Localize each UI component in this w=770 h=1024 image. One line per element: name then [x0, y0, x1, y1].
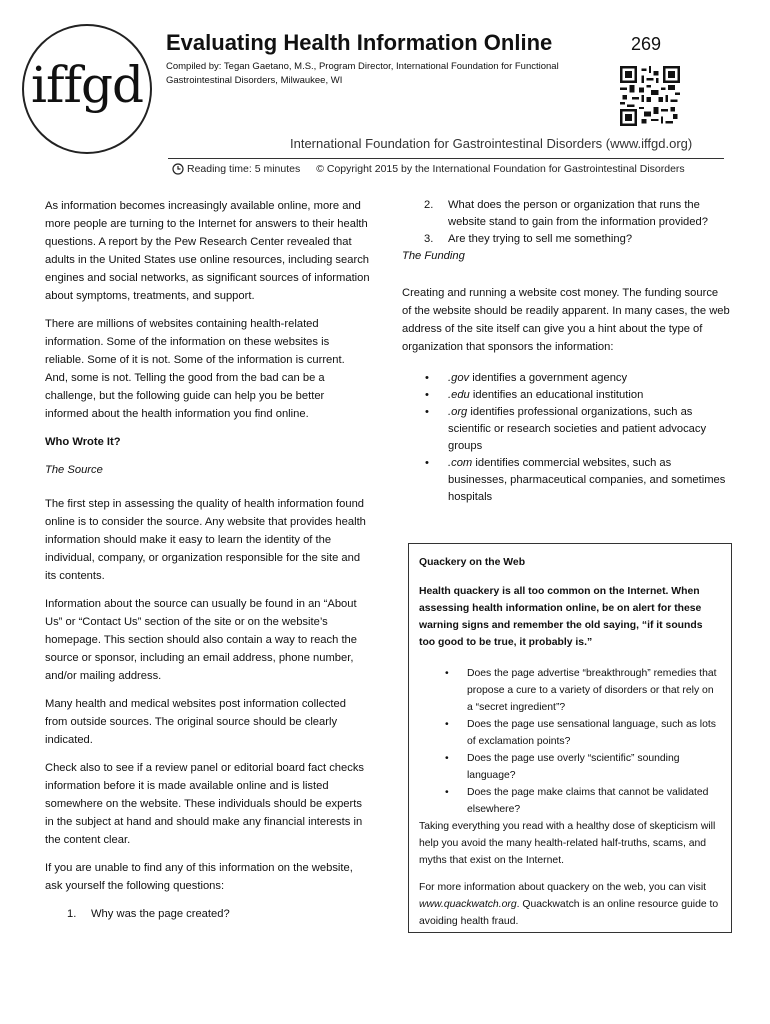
document-title: Evaluating Health Information Online [166, 30, 553, 55]
list-text: Are they trying to sell me something? [448, 233, 633, 245]
list-item [402, 197, 730, 231]
list-item [419, 784, 721, 818]
who-wrote-heading: Who Wrote It? [45, 436, 121, 448]
logo-text: iffgd [30, 56, 144, 114]
intro-paragraph-2: There are millions of websites containing health-related information. Some of the information on these websites is reliable. Some of it is not. Some of the information is current. And, some is not. Telling the good from the bad can be a challenge, but the following guide can help you be better informed about the health information you find online. [45, 318, 345, 420]
more-info-paragraph [419, 879, 721, 930]
domain-desc: identifies an educational institution [469, 389, 644, 401]
list-number: 1. [67, 908, 77, 920]
list-item [45, 905, 370, 923]
questions-list-right [402, 197, 730, 248]
bullet: • [425, 457, 429, 469]
source-paragraph-5: If you are unable to find any of this information on the website, ask yourself the following questions: [45, 862, 353, 892]
list-item [419, 665, 721, 716]
domain-ext: .gov [448, 372, 470, 384]
bullet: • [445, 753, 449, 764]
quackery-intro: Health quackery is all too common on the Internet. When assessing health information online, be on alert for these warning signs and remember the old saying, “if it sounds too good to be true, it probably is.” [419, 586, 703, 648]
list-item [402, 455, 730, 506]
more-info-post: . Quackwatch is an online resource guide to avoiding health fraud. [419, 899, 719, 927]
domain-desc: identifies a government agency [469, 372, 628, 384]
funding-subheading: The Funding [402, 250, 465, 262]
source-subheading: The Source [45, 464, 103, 476]
bullet: • [445, 719, 449, 730]
warning-signs-list [419, 665, 721, 818]
iffgd-logo [22, 24, 152, 154]
list-item [419, 716, 721, 750]
list-item [402, 370, 730, 387]
skepticism-paragraph: Taking everything you read with a healthy dose of skepticism will help you avoid the many health-related half-truths, scams, and myths that exist on the Internet. [419, 821, 716, 866]
list-text: Why was the page created? [91, 908, 230, 920]
list-text: Does the page make claims that cannot be validated elsewhere? [467, 787, 709, 815]
source-paragraph-4: Check also to see if a review panel or editorial board fact checks information before it is made available online and is listed somewhere on the website. These individuals should be experts in the subject at hand and should make any financial interests in the content clear. [45, 762, 365, 846]
domain-desc: identifies professional organizations, such as scientific or research societies and patient advocacy groups [448, 406, 707, 452]
intro-paragraph-1: As information becomes increasingly available online, more and more people are turning to the Internet for answers to their health questions. A report by the Pew Research Center revealed that adults in the United States use online resources, including search engines and social networks, as significant sources of information about symptoms, treatments, and support. [45, 200, 370, 302]
list-number: 2. [424, 199, 434, 211]
clock-icon [172, 163, 184, 175]
list-item [419, 750, 721, 784]
list-text: Does the page use overly “scientific” sounding language? [467, 753, 680, 781]
bullet: • [445, 668, 449, 679]
quackwatch-link[interactable]: www.quackwatch.org [419, 899, 517, 910]
meta-line [172, 163, 685, 175]
domain-ext: .edu [448, 389, 470, 401]
more-info-pre: For more information about quackery on the web, you can visit [419, 882, 707, 893]
list-text: Does the page use sensational language, such as lots of exclamation points? [467, 719, 716, 747]
list-item [402, 231, 730, 248]
source-paragraph-1: The first step in assessing the quality of health information found online is to consider the source. Any website that provides health information should make it easy to learn the identity of the individual, company, or organization responsible for the site and its contents. [45, 498, 366, 582]
list-number: 3. [424, 233, 434, 245]
list-item [402, 387, 730, 404]
list-text: What does the person or organization that runs the website stand to gain from the information provided? [448, 199, 708, 228]
list-text: Does the page advertise “breakthrough” remedies that propose a cure to a variety of disorders or that rely on a “secret ingredient”? [467, 668, 717, 713]
bullet: • [425, 406, 429, 418]
domain-desc: identifies commercial websites, such as businesses, pharmaceutical companies, and sometimes hospitals [448, 457, 726, 503]
questions-list-left [45, 905, 370, 923]
source-paragraph-2: Information about the source can usually be found in an “About Us” or “Contact Us” section of the site or on the website’s homepage. This section should also contain a way to reach the source or sponsor, including an email address, phone number, and/or mailing address. [45, 598, 357, 682]
source-paragraph-3: Many health and medical websites post information collected from outside sources. The original source should be clearly indicated. [45, 698, 346, 746]
header-divider [168, 158, 724, 159]
domain-ext: .com [448, 457, 473, 469]
domain-list [402, 370, 730, 506]
reading-time: Reading time: 5 minutes [187, 163, 301, 175]
bullet: • [425, 389, 429, 401]
funding-paragraph: Creating and running a website cost money. The funding source of the website should be readily apparent. In many cases, the web address of the site itself can give you a hint about the type of organization that sponsors the information: [402, 287, 730, 353]
copyright: © Copyright 2015 by the International Foundation for Gastrointestinal Disorders [316, 163, 685, 175]
right-column [402, 197, 730, 506]
quackery-box [408, 543, 732, 933]
page-number: 269 [631, 34, 662, 54]
compiled-by: Compiled by: Tegan Gaetano, M.S., Program Director, International Foundation for Functional Gastrointestinal Disorders, Milwaukee, WI [166, 61, 559, 86]
left-column [45, 197, 370, 923]
bullet: • [445, 787, 449, 798]
list-item [402, 404, 730, 455]
organization-line: International Foundation for Gastrointestinal Disorders (www.iffgd.org) [290, 136, 693, 151]
qr-code-icon [620, 66, 680, 126]
quackery-title: Quackery on the Web [419, 557, 526, 568]
bullet: • [425, 372, 429, 384]
domain-ext: .org [448, 406, 468, 418]
